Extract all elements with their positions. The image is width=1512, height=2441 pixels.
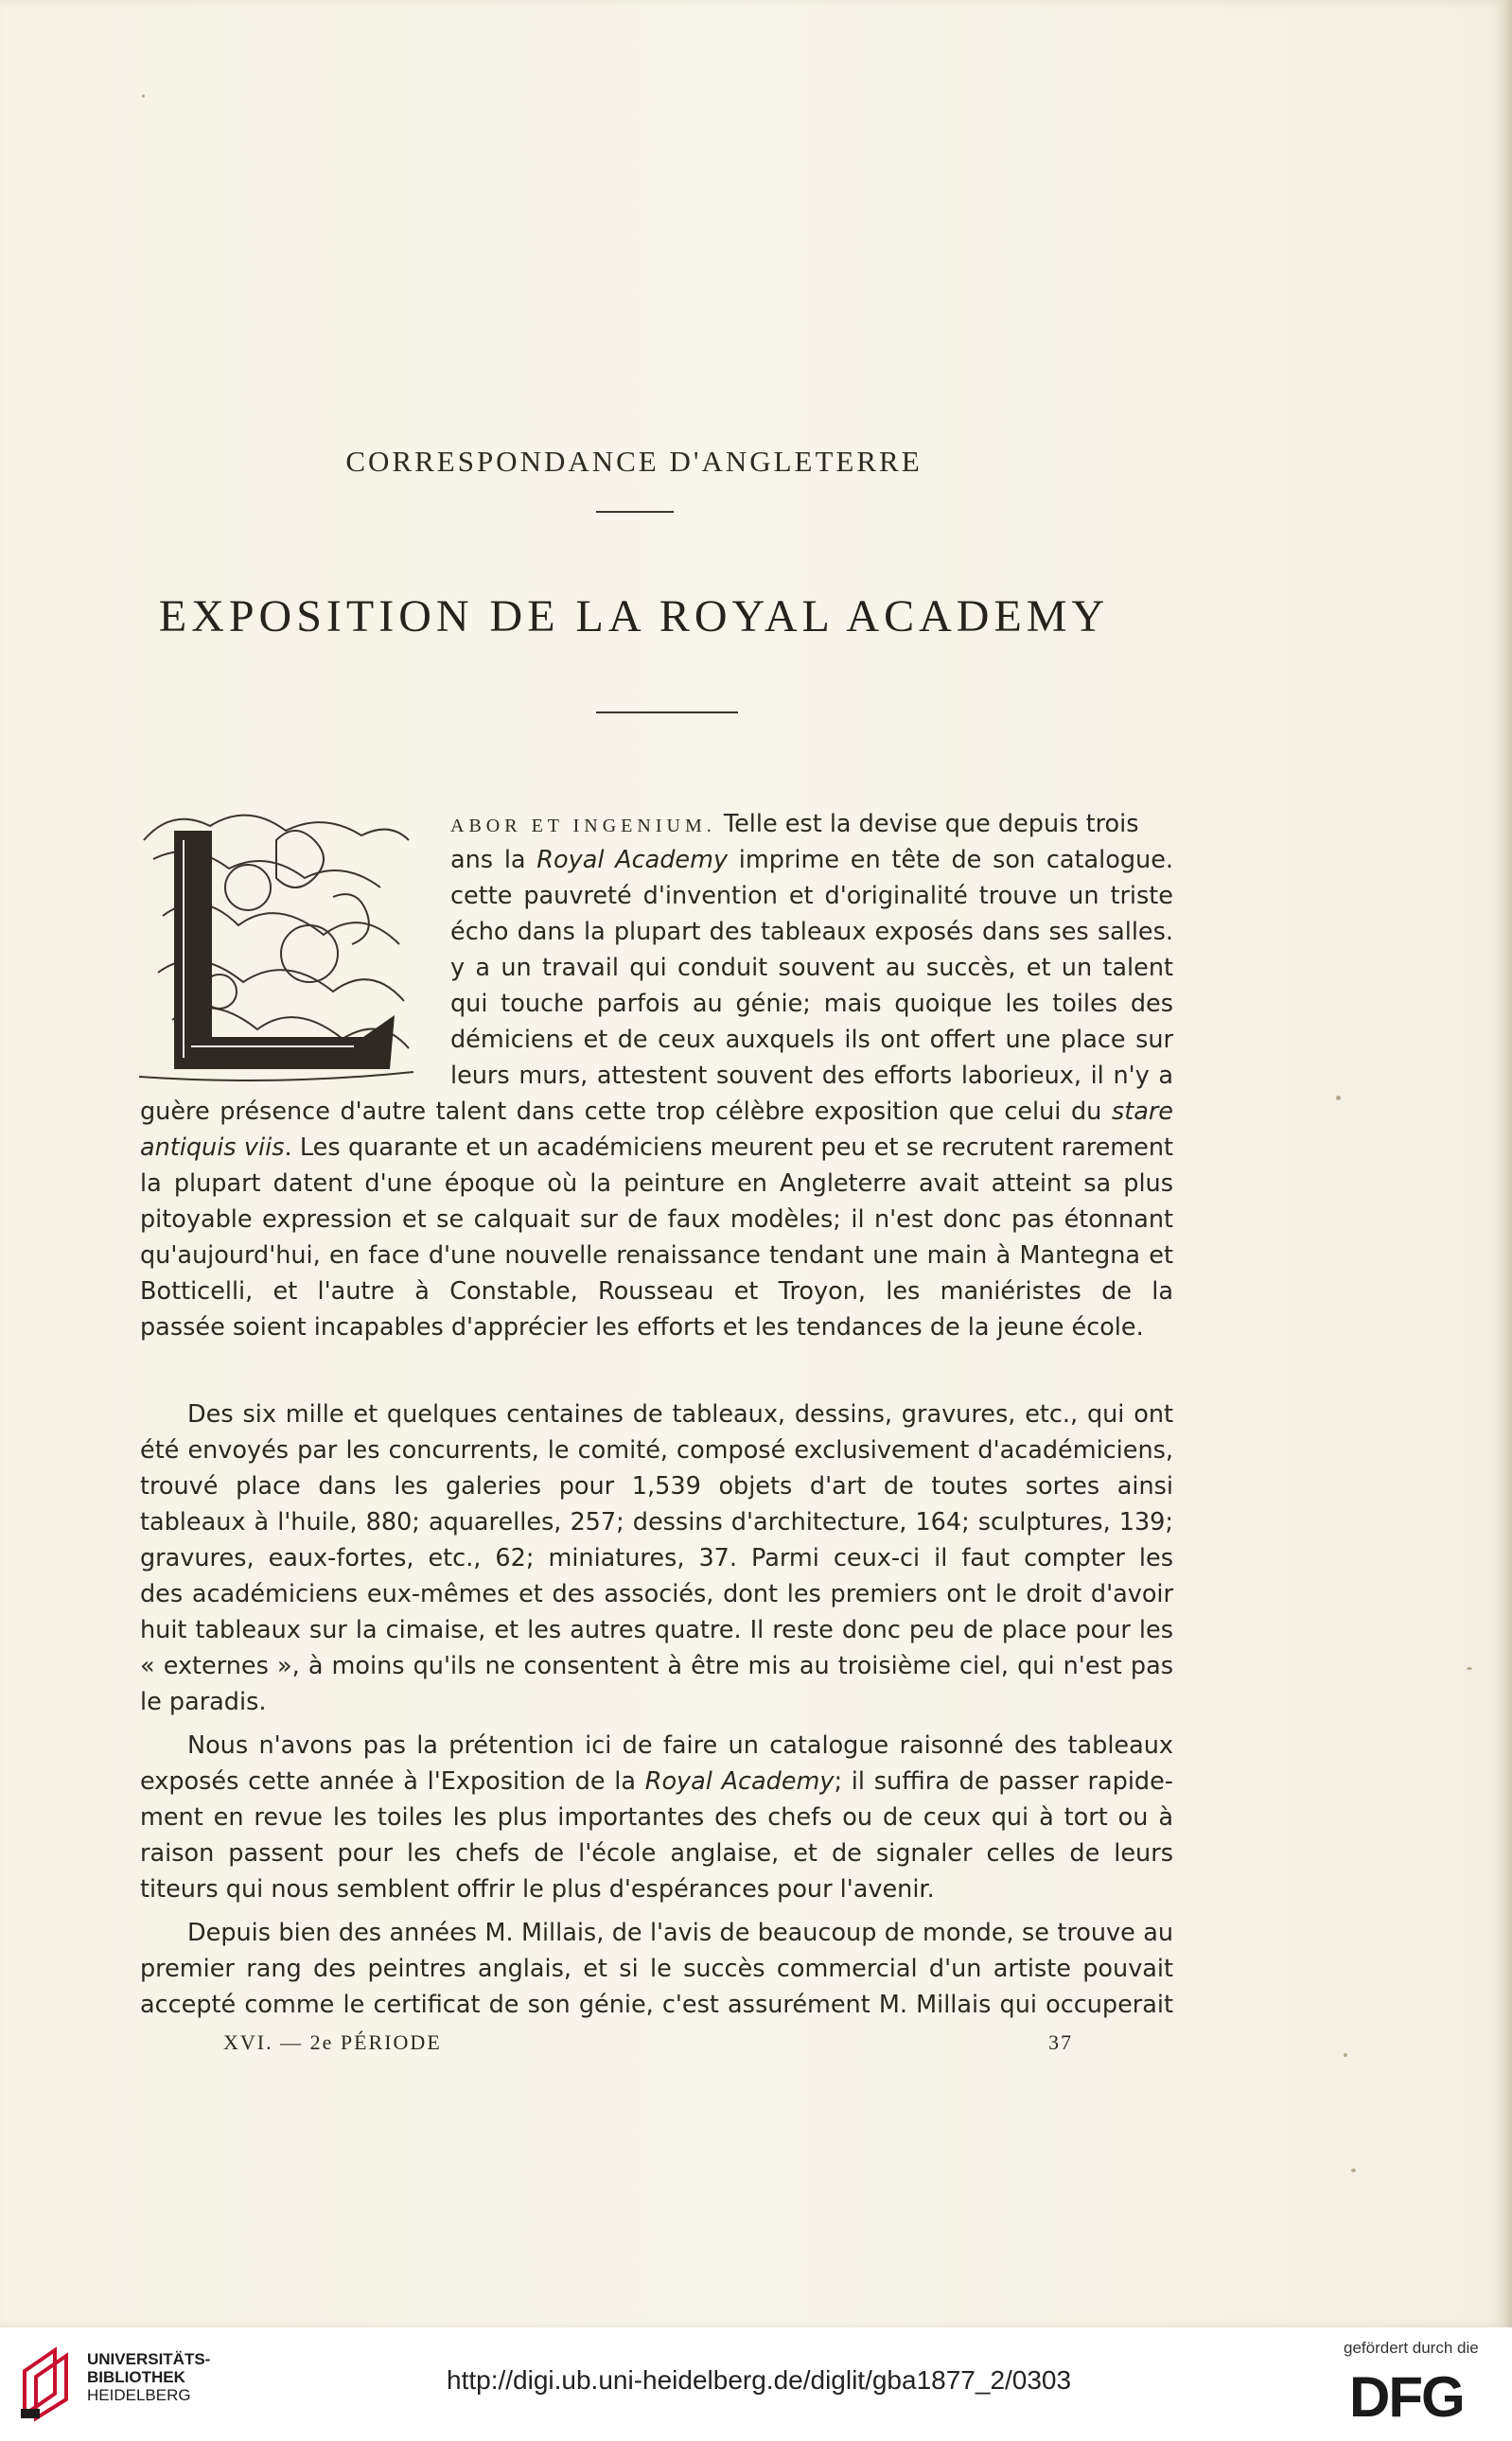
paragraph1-line-9 <box>140 1094 1173 1130</box>
paragraph1-line-14: Botticelli, et l'autre à Constable, Rousseau et Troyon, les maniéristes de la <box>140 1277 1173 1306</box>
paragraph1-line-15: passée soient incapables d'apprécier les efforts et les tendances de la jeune école. <box>140 1313 1144 1342</box>
paragraph1-line-5: y a un travail qui conduit souvent au succès, et un talent <box>450 954 1173 982</box>
institution-name-line-1: UNIVERSITÄTS- <box>87 2350 211 2368</box>
dfg-logo-text: DFG <box>1349 2365 1464 2424</box>
page-edge <box>1504 0 1512 2327</box>
paragraph1-line-13: qu'aujourd'hui, en face d'une nouvelle renaissance tendant une main à Mantegna et <box>140 1241 1173 1270</box>
page-number: 37 <box>1048 2030 1073 2054</box>
rule-bottom <box>596 711 738 713</box>
paragraph1-line-3: cette pauvreté d'invention et d'originalité trouve un triste <box>450 882 1173 910</box>
institution-name-line-2: BIBLIOTHEK <box>87 2368 185 2386</box>
paper-speck <box>1344 2053 1347 2057</box>
italic-run: antiquis viis <box>140 1133 285 1162</box>
paragraph3-line-1: Nous n'avons pas la prétention ici de faire un catalogue raisonné des tableaux <box>187 1731 1173 1760</box>
paragraph3-line-3: ment en revue les toiles les plus importantes des chefs ou de ceux qui à tort ou à <box>140 1803 1173 1832</box>
funder-label: gefördert durch die <box>1344 2339 1479 2357</box>
paragraph1-line-12: pitoyable expression et se calquait sur de faux modèles; il n'est donc pas étonnant <box>140 1205 1173 1234</box>
paragraph4-line-1: Depuis bien des années M. Millais, de l'avis de beaucoup de monde, se trouve au <box>187 1919 1173 1947</box>
running-head: CORRESPONDANCE D'ANGLETERRE <box>345 445 923 478</box>
paragraph3-line-4: raison passent pour les chefs de l'école anglaise, et de signaler celles de leurs <box>140 1839 1173 1868</box>
paragraph1-line-6: qui touche parfois au génie; mais quoique les toiles des <box>450 990 1173 1018</box>
dfg-logo-icon <box>1347 2365 1489 2424</box>
paragraph2-line-8: « externes », à moins qu'ils ne consentent à être mis au troisième ciel, qui n'est pas <box>140 1652 1173 1680</box>
permalink-url[interactable]: http://digi.ub.uni-heidelberg.de/diglit/gba1877_2/0303 <box>447 2365 1072 2395</box>
paragraph1-line-1-text: Telle est la devise que depuis trois <box>723 810 1139 838</box>
paragraph2-line-1: Des six mille et quelques centaines de tableaux, dessins, gravures, etc., qui ont <box>187 1400 1173 1429</box>
text-run: exposés cette année à l'Exposition de la <box>140 1767 645 1796</box>
italic-run: Royal Academy <box>536 846 729 874</box>
text-run: guère présence d'autre talent dans cette trop célèbre exposition que celui du <box>140 1098 1112 1126</box>
paragraph4-line-3: accepté comme le certificat de son génie, c'est assurément M. Millais qui occuperait <box>140 1991 1173 2019</box>
university-library-logo-icon <box>17 2343 79 2422</box>
text-run: ; il suffira de passer rapide- <box>834 1767 1173 1796</box>
paragraph2-line-7: huit tableaux sur la cimaise, et les autres quatre. Il reste donc peu de place pour les <box>140 1616 1173 1644</box>
paragraph2-line-3: trouvé place dans les galeries pour 1,539 objets d'art de toutes sortes ainsi <box>140 1472 1173 1501</box>
paper-speck <box>1336 1096 1341 1100</box>
paragraph1-line-1 <box>450 806 1173 842</box>
paragraph1-line-8: leurs murs, attestent souvent des efforts laborieux, il n'y a <box>450 1062 1173 1090</box>
paragraph2-line-9: le paradis. <box>140 1688 267 1716</box>
italic-run: stare <box>1111 1098 1173 1126</box>
paper-speck <box>142 95 145 97</box>
paragraph2-line-5: gravures, eaux-fortes, etc., 62; miniatures, 37. Parmi ceux-ci il faut compter les <box>140 1544 1173 1572</box>
institution-name-line-3: HEIDELBERG <box>87 2386 191 2404</box>
decorated-initial-L <box>134 802 418 1086</box>
text-run: ans la <box>450 846 537 874</box>
paragraph3-line-5: titeurs qui nous semblent offrir le plus d'espérances pour l'avenir. <box>140 1875 935 1904</box>
paragraph1-line-7: démiciens et de ceux auxquels ils ont offert une place sur <box>450 1026 1173 1054</box>
paragraph2-line-2: été envoyés par les concurrents, le comité, composé exclusivement d'académiciens, <box>140 1436 1173 1465</box>
rule-top <box>596 511 674 513</box>
paragraph4-line-2: premier rang des peintres anglais, et si le succès commercial d'un artiste pouvait <box>140 1955 1173 1983</box>
paragraph1-line-10 <box>140 1130 1173 1166</box>
page-signature: XVI. — 2e PÉRIODE <box>223 2030 442 2054</box>
paragraph2-line-6: des académiciens eux-mêmes et des associés, dont les premiers ont le droit d'avoir <box>140 1580 1173 1608</box>
italic-run: Royal Academy <box>644 1767 835 1796</box>
paper-speck <box>1467 1667 1472 1670</box>
paragraph1-line-11: la plupart datent d'une époque où la peinture en Angleterre avait atteint sa plus <box>140 1169 1173 1198</box>
paragraph1-lead: ABOR ET INGENIUM. <box>450 816 716 836</box>
text-run: . Les quarante et un académiciens meurent peu et se recrutent rarement <box>284 1133 1173 1162</box>
paragraph1-line-4: écho dans la plupart des tableaux exposés dans ses salles. <box>450 918 1173 946</box>
paragraph1-line-2 <box>450 842 1173 878</box>
paper-speck <box>1351 2169 1356 2172</box>
paragraph3-line-2 <box>140 1764 1173 1800</box>
paragraph2-line-4: tableaux à l'huile, 880; aquarelles, 257; dessins d'architecture, 164; sculptures, 139; <box>140 1508 1173 1537</box>
article-title: EXPOSITION DE LA ROYAL ACADEMY <box>158 591 1110 641</box>
text-run: imprime en tête de son catalogue. <box>738 846 1173 874</box>
